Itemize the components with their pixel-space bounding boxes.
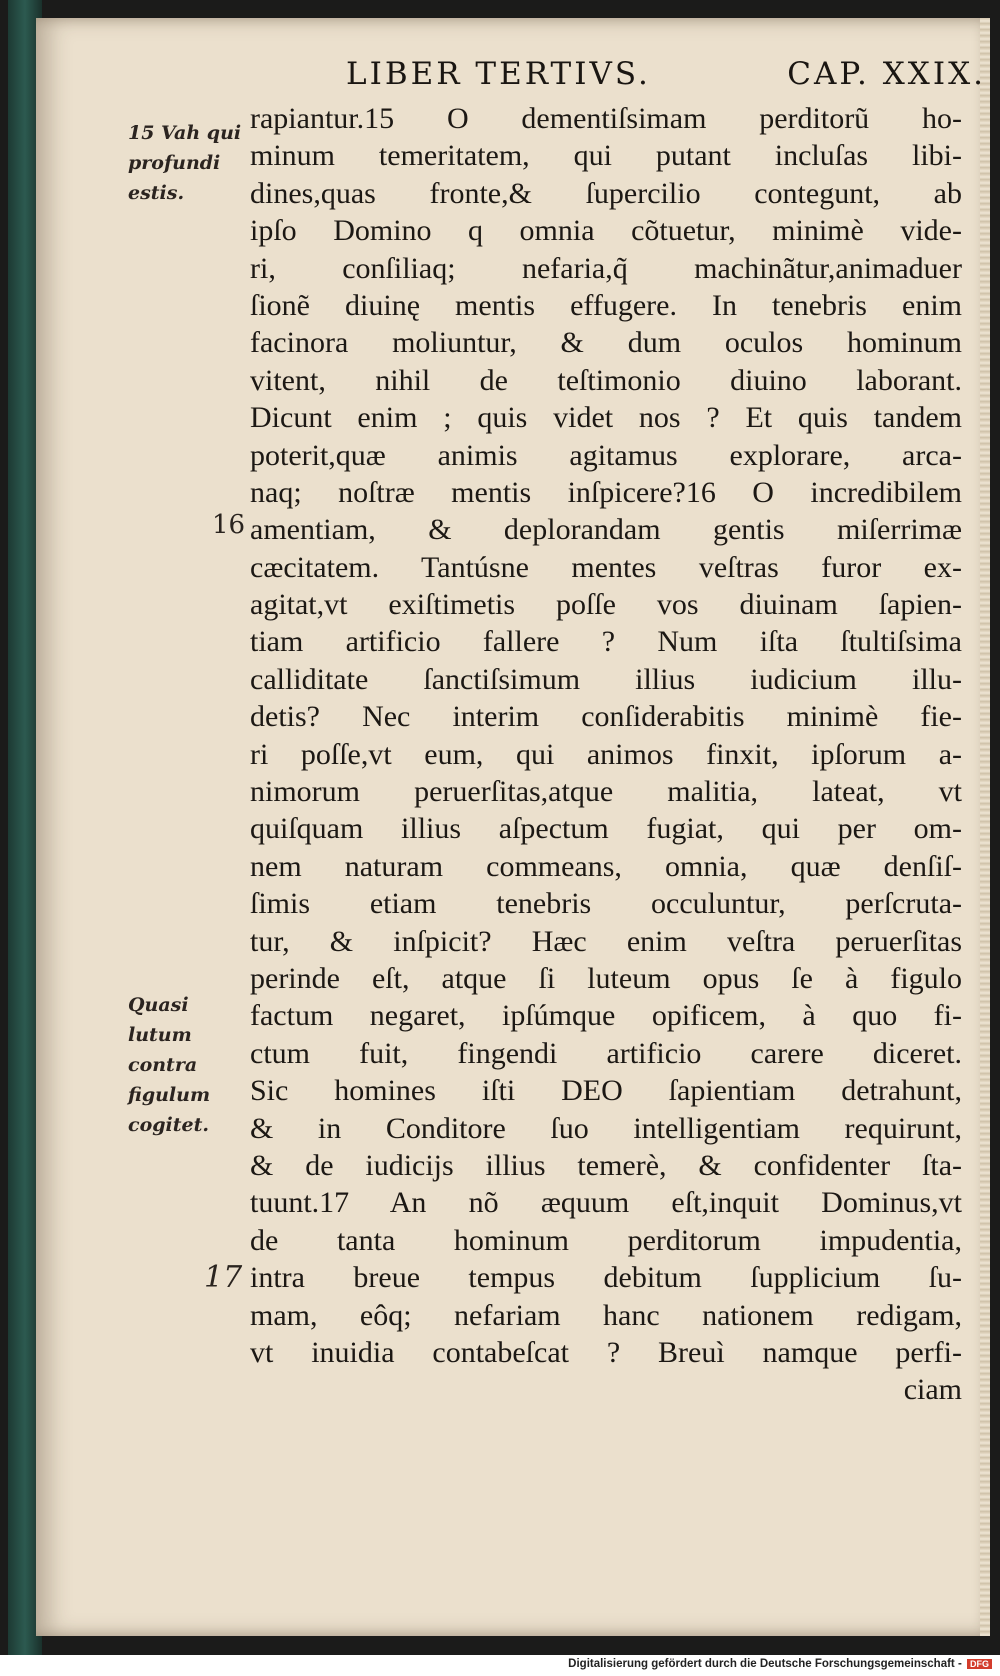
text-line: nem naturam commeans, omnia, quæ denſiſ- <box>250 849 962 883</box>
text-line: ſionẽ diuinę mentis effugere. In tenebris enim <box>250 288 962 322</box>
text-line: quiſquam illius aſpectum fugiat, qui per om- <box>250 812 962 846</box>
text-line: vitent, nihil de teſtimonio diuino laborant. <box>250 363 962 397</box>
verse-number: 16 <box>212 510 246 540</box>
credit-text: Digitalisierung gefördert durch die Deutsche Forschungsgemeinschaft - <box>568 1658 962 1670</box>
text-line: de tanta hominum perditorum impudentia, <box>250 1223 962 1257</box>
text-line: tiam artificio fallere ? Num iſta ſtultiſsima <box>250 625 962 659</box>
text-line: & in Conditore ſuo intelligentiam requirunt, <box>250 1111 962 1145</box>
text-line: vt inuidia contabeſcat ? Breuì namque perfi- <box>250 1335 962 1369</box>
text-line: ri poſſe,vt eum, qui animos finxit, ipſorum a- <box>250 737 962 771</box>
text-line: cæcitatem. Tantúsne mentes veſtras furor ex- <box>250 550 962 584</box>
body-text <box>250 100 962 1409</box>
margin-note: 15 Vah qui profundi estis. <box>128 122 242 204</box>
text-line: naq; noſtræ mentis inſpicere?16 O incredibilem <box>250 475 962 509</box>
digitization-credit <box>568 1658 992 1670</box>
running-title: LIBER TERTIVS. <box>346 56 651 92</box>
text-line: dines,quas fronte,& ſupercilio contegunt, ab <box>250 176 962 210</box>
text-line: ſimis etiam tenebris occuluntur, perſcruta- <box>250 887 962 921</box>
text-line: Sic homines iſti DEO ſapientiam detrahunt, <box>250 1074 962 1108</box>
text-line: ipſo Domino q omnia cõtuetur, minimè vide- <box>250 214 962 248</box>
text-line: minum temeritatem, qui putant incluſas libi- <box>250 139 962 173</box>
text-line: detis? Nec interim conſiderabitis minimè fie- <box>250 700 962 734</box>
book-page <box>36 18 990 1636</box>
text-line: amentiam, & deplorandam gentis miſerrimæ <box>250 513 962 547</box>
text-line: ri, conſiliaq; nefaria,q̃ machinãtur,animaduer <box>250 251 962 285</box>
text-line: agitat,vt exiſtimetis poſſe vos diuinam ſapien- <box>250 588 962 622</box>
dfg-logo: DFG <box>967 1659 992 1669</box>
verse-number: 17 <box>204 1260 243 1295</box>
text-line: calliditate ſanctiſsimum illius iudicium illu- <box>250 662 962 696</box>
text-line: intra breue tempus debitum ſupplicium ſu- <box>250 1261 962 1295</box>
page-edge <box>980 18 990 1636</box>
text-line: tuunt.17 An nõ æquum eſt,inquit Dominus,vt <box>250 1186 962 1220</box>
margin-note: Quasi lutum contra figulum cogitet. <box>128 994 211 1136</box>
text-line: factum negaret, ipſúmque opificem, à quo fi- <box>250 999 962 1033</box>
text-line: poterit,quæ animis agitamus explorare, arca- <box>250 438 962 472</box>
text-line: tur, & inſpicit? Hæc enim veſtra peruerſitas <box>250 924 962 958</box>
text-line: nimorum peruerſitas,atque malitia, lateat, vt <box>250 775 962 809</box>
text-line: facinora moliuntur, & dum oculos hominum <box>250 326 962 360</box>
page-header <box>346 56 986 96</box>
text-line: Dicunt enim ; quis videt nos ? Et quis tandem <box>250 401 962 435</box>
chapter-number: CAP. XXIX. <box>787 56 986 92</box>
text-line: perinde eſt, atque ſi luteum opus ſe à figulo <box>250 961 962 995</box>
text-line: & de iudicijs illius temerè, & confidenter ſta- <box>250 1148 962 1182</box>
text-line: mam, eôq; nefariam hanc nationem redigam, <box>250 1298 962 1332</box>
text-line: rapiantur.15 O dementiſsimam perditorũ ho- <box>250 102 962 135</box>
text-line: ctum fuit, fingendi artificio carere diceret. <box>250 1036 962 1070</box>
catchword: ciam <box>903 1373 962 1407</box>
